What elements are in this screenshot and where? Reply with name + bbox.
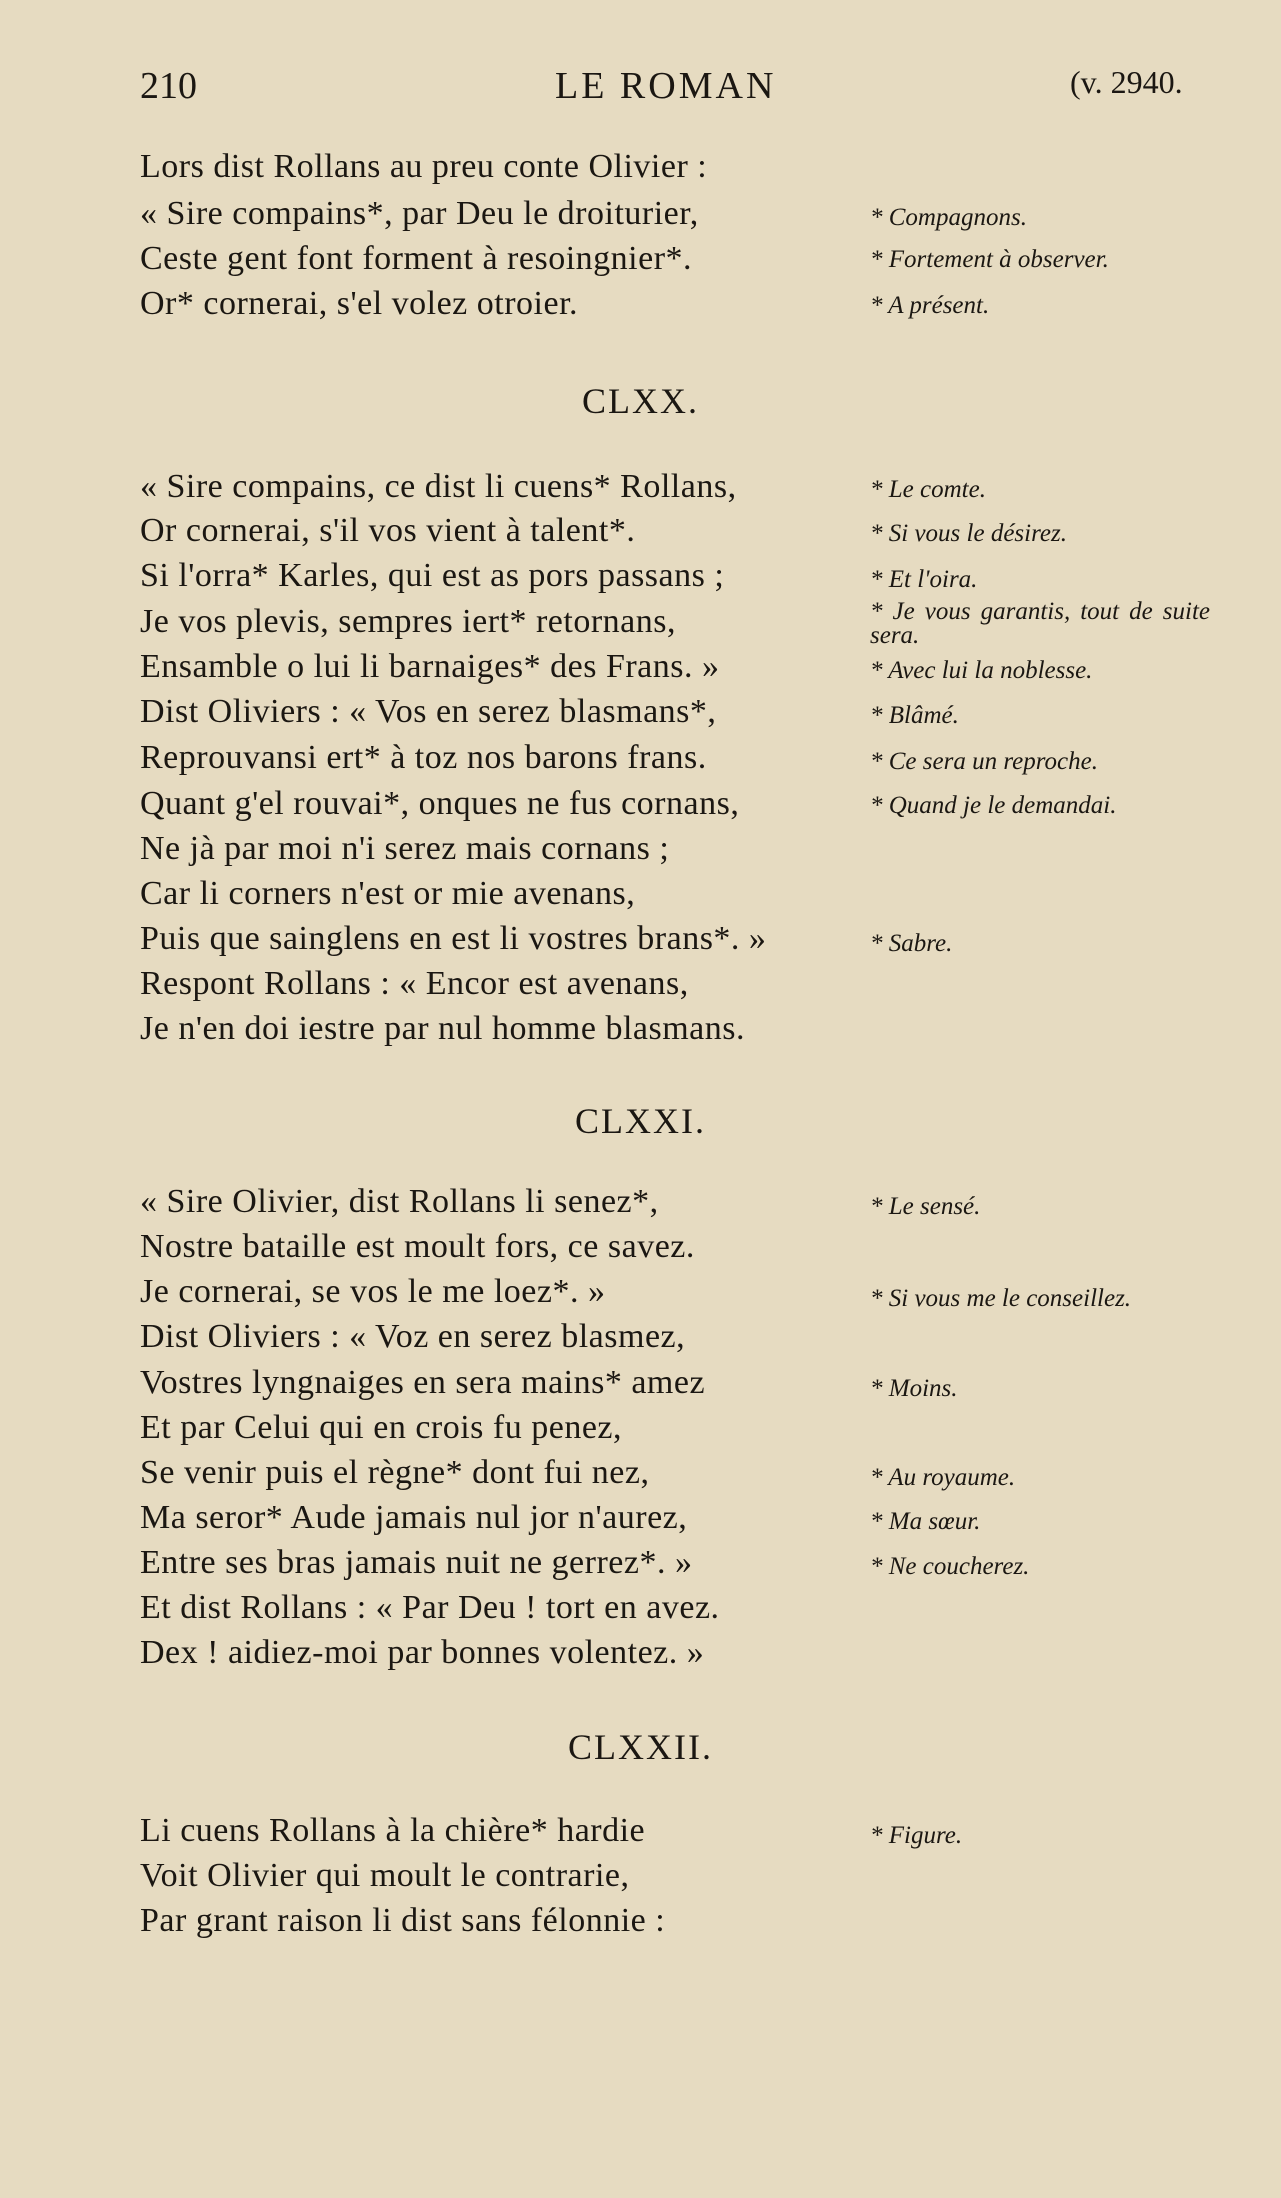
verse-line: Car li corners n'est or mie avenans, <box>140 875 636 912</box>
gloss-note: * Compagnons. <box>870 204 1027 231</box>
verse-line: « Sire compains*, par Deu le droiturier, <box>140 195 699 232</box>
verse-line: Quant g'el rouvai*, onques ne fus cornans, <box>140 785 740 822</box>
verse-line: Ceste gent font forment à resoingnier*. <box>140 240 693 277</box>
verse-line: Par grant raison li dist sans félonnie : <box>140 1902 666 1939</box>
verse-line: Je vos plevis, sempres iert* retornans, <box>140 603 676 640</box>
gloss-note: * Le sensé. <box>870 1193 981 1220</box>
gloss-note: * Moins. <box>870 1375 958 1402</box>
stanza-heading: CLXX. <box>582 381 699 421</box>
verse-line: Li cuens Rollans à la chière* hardie <box>140 1812 646 1849</box>
verse-line: Dist Oliviers : « Vos en serez blasmans*, <box>140 693 717 730</box>
verse-line: Je cornerai, se vos le me loez*. » <box>140 1273 606 1310</box>
gloss-note: * Si vous le désirez. <box>870 520 1067 547</box>
gloss-note: * Si vous me le conseillez. <box>870 1285 1132 1312</box>
verse-reference: (v. 2940. <box>1070 64 1183 100</box>
verse-line: Voit Olivier qui moult le contrarie, <box>140 1857 630 1894</box>
gloss-note: * Quand je le demandai. <box>870 792 1117 819</box>
verse-line: Reprouvansi ert* à toz nos barons frans. <box>140 739 707 776</box>
verse-line: « Sire compains, ce dist li cuens* Rollans, <box>140 468 737 505</box>
gloss-note: * Figure. <box>870 1822 963 1849</box>
verse-line: Dex ! aidiez-moi par bonnes volentez. » <box>140 1634 705 1671</box>
verse-line: Et dist Rollans : « Par Deu ! tort en avez. <box>140 1589 720 1626</box>
verse-line: « Sire Olivier, dist Rollans li senez*, <box>140 1183 659 1220</box>
verse-line: Nostre bataille est moult fors, ce savez. <box>140 1228 695 1265</box>
verse-line: Se venir puis el règne* dont fui nez, <box>140 1454 650 1491</box>
page-number: 210 <box>140 65 197 107</box>
gloss-note: * Sabre. <box>870 930 953 957</box>
gloss-note: * Fortement à observer. <box>870 246 1109 273</box>
gloss-note: * Je vous garantis, tout de suite sera. <box>870 598 1210 649</box>
verse-line: Ma seror* Aude jamais nul jor n'aurez, <box>140 1499 688 1536</box>
verse-line: Dist Oliviers : « Voz en serez blasmez, <box>140 1318 686 1355</box>
verse-line: Si l'orra* Karles, qui est as pors passans ; <box>140 557 725 594</box>
verse-line: Ensamble o lui li barnaiges* des Frans. » <box>140 648 720 685</box>
gloss-note: * A présent. <box>870 292 990 319</box>
verse-line: Et par Celui qui en crois fu penez, <box>140 1409 623 1446</box>
gloss-note: * Au royaume. <box>870 1464 1016 1491</box>
verse-line: Je n'en doi iestre par nul homme blasmans. <box>140 1010 745 1047</box>
stanza-heading: CLXXI. <box>575 1101 706 1141</box>
verse-line: Ne jà par moi n'i serez mais cornans ; <box>140 830 670 867</box>
verse-line: Vostres lyngnaiges en sera mains* amez <box>140 1364 706 1401</box>
gloss-note: * Avec lui la noblesse. <box>870 657 1093 684</box>
running-title: LE ROMAN <box>555 65 777 107</box>
verse-line: Respont Rollans : « Encor est avenans, <box>140 965 689 1002</box>
gloss-note: * Ce sera un reproche. <box>870 748 1098 775</box>
verse-line: Or* cornerai, s'el volez otroier. <box>140 285 579 322</box>
gloss-note: * Le comte. <box>870 476 986 503</box>
verse-line: Or cornerai, s'il vos vient à talent*. <box>140 512 636 549</box>
verse-line: Lors dist Rollans au preu conte Olivier : <box>140 148 708 185</box>
gloss-note: * Ma sœur. <box>870 1508 981 1535</box>
gloss-note: * Et l'oira. <box>870 566 978 593</box>
gloss-note: * Blâmé. <box>870 702 959 729</box>
verse-line: Entre ses bras jamais nuit ne gerrez*. » <box>140 1544 693 1581</box>
gloss-note: * Ne coucherez. <box>870 1553 1030 1580</box>
stanza-heading: CLXXII. <box>568 1727 713 1767</box>
verse-line: Puis que sainglens en est li vostres brans*. » <box>140 920 767 957</box>
